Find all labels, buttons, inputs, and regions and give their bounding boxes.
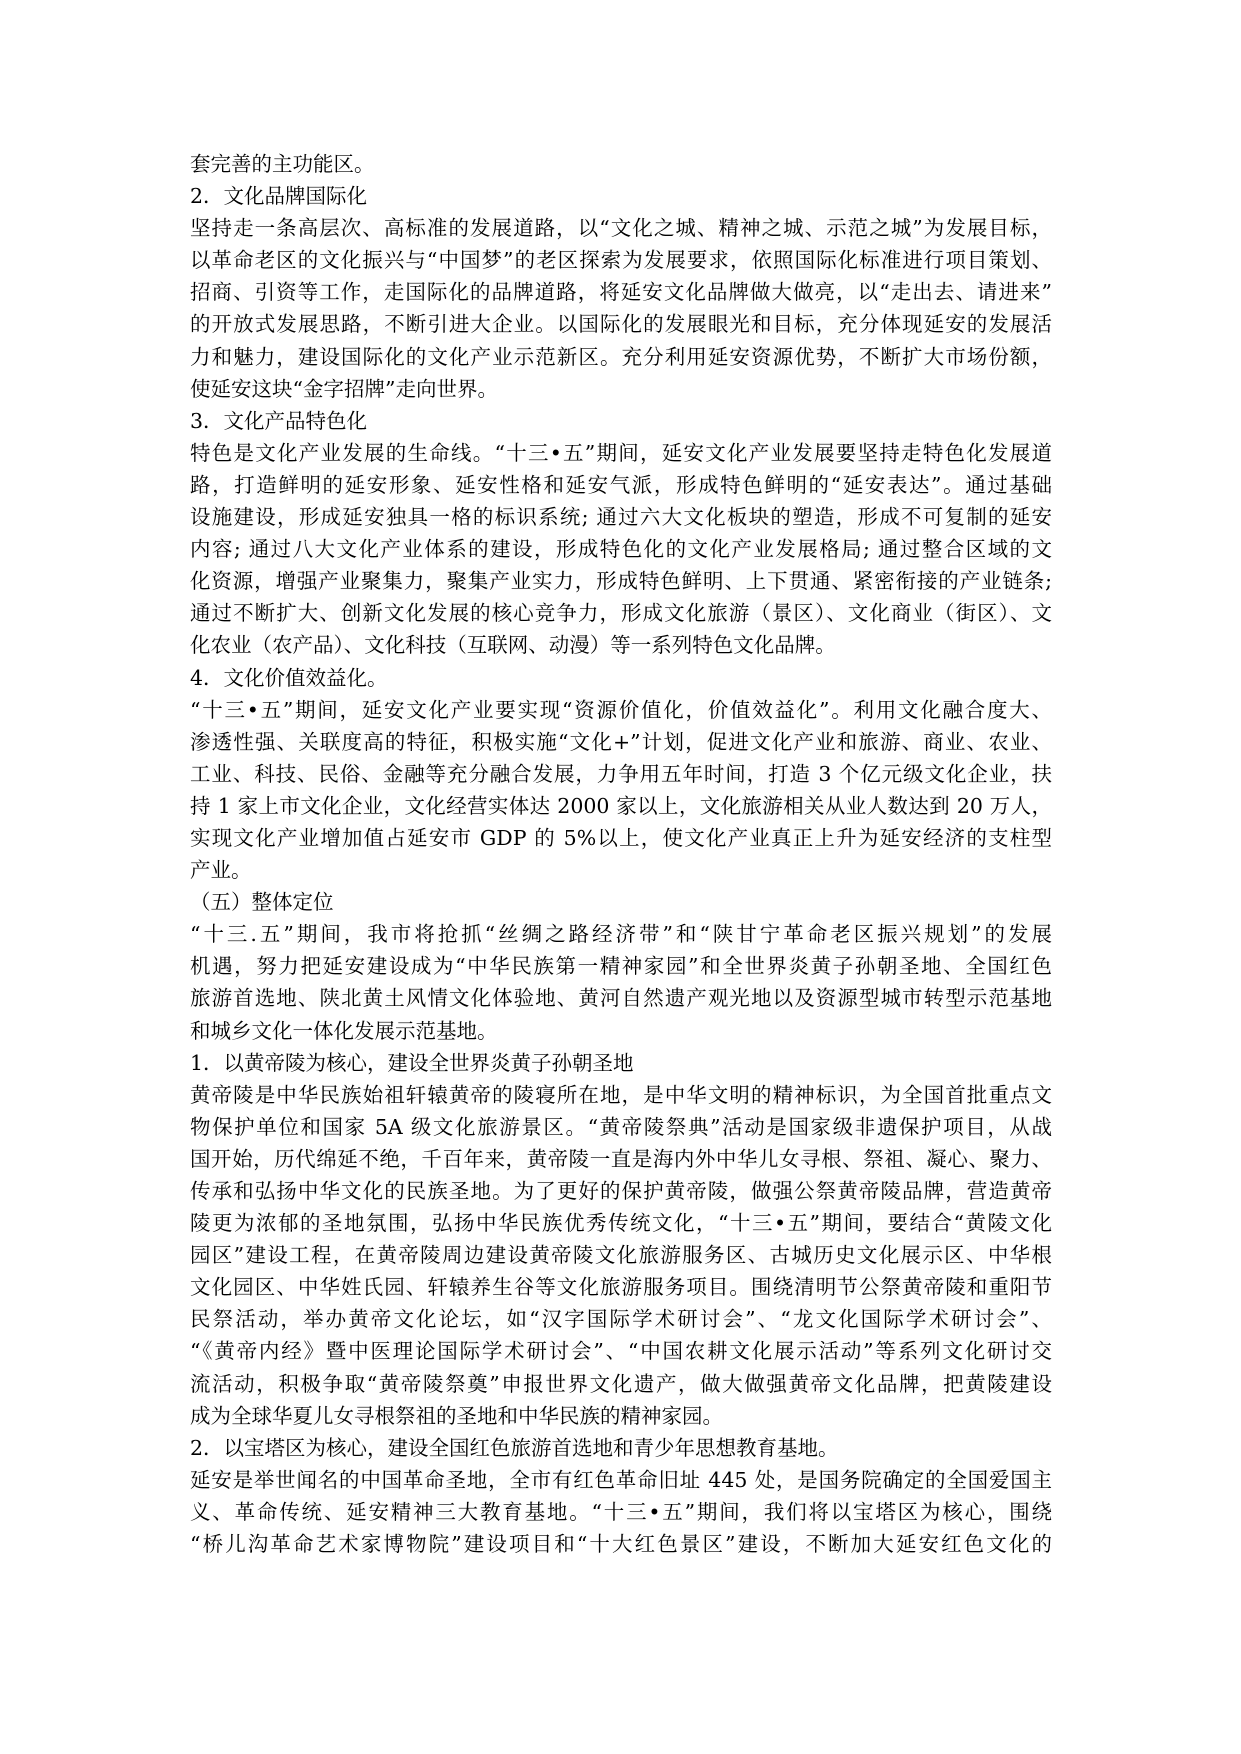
text-line: 产业。 <box>190 858 252 883</box>
text-line: 民祭活动，举办黄帝文化论坛，如“汉字国际学术研讨会”、“龙文化国际学术研讨会”、 <box>190 1307 1052 1332</box>
text-line: 旅游首选地、陕北黄土风情文化体验地、黄河自然遗产观光地以及资源型城市转型示范基地 <box>190 986 1052 1011</box>
text-line: 工业、科技、民俗、金融等充分融合发展，力争用五年时间，打造 3 个亿元级文化企业，扶 <box>190 761 1052 786</box>
text-line: 园区”建设工程，在黄帝陵周边建设黄帝陵文化旅游服务区、古城历史文化展示区、中华根 <box>190 1243 1052 1268</box>
text-line: 黄帝陵是中华民族始祖轩辕黄帝的陵寝所在地，是中华文明的精神标识，为全国首批重点文 <box>190 1082 1052 1107</box>
text-line: 流活动，积极争取“黄帝陵祭奠”申报世界文化遗产，做大做强黄帝文化品牌，把黄陵建设 <box>190 1371 1052 1396</box>
text-line: “桥儿沟革命艺术家博物院”建设项目和“十大红色景区”建设，不断加大延安红色文化的 <box>190 1532 1052 1557</box>
section-heading: （五）整体定位 <box>190 890 334 915</box>
text-line: 使延安这块“金字招牌”走向世界。 <box>190 376 498 401</box>
text-line: 力和魅力，建设国际化的文化产业示范新区。充分利用延安资源优势，不断扩大市场份额， <box>190 344 1052 369</box>
text-line: 内容; 通过八大文化产业体系的建设，形成特色化的文化产业发展格局; 通过整合区域的文 <box>190 537 1052 562</box>
text-line: 化资源，增强产业聚集力，聚集产业实力，形成特色鲜明、上下贯通、紧密衔接的产业链条; <box>190 569 1052 594</box>
section-heading: 4．文化价值效益化。 <box>190 665 388 690</box>
text-line: 渗透性强、关联度高的特征，积极实施“文化+”计划，促进文化产业和旅游、商业、农业、 <box>190 729 1052 754</box>
text-line: 机遇，努力把延安建设成为“中华民族第一精神家园”和全世界炎黄子孙朝圣地、全国红色 <box>190 954 1052 979</box>
text-line: 招商、引资等工作，走国际化的品牌道路，将延安文化品牌做大做亮，以“走出去、请进来” <box>190 280 1052 305</box>
text-line: 物保护单位和国家 5A 级文化旅游景区。“黄帝陵祭典”活动是国家级非遗保护项目，从战 <box>190 1114 1052 1139</box>
text-line: 实现文化产业增加值占延安市 GDP 的 5%以上，使文化产业真正上升为延安经济的支柱型 <box>190 825 1052 850</box>
text-line: 持 1 家上市文化企业，文化经营实体达 2000 家以上，文化旅游相关从业人数达到 20 万人， <box>190 793 1052 818</box>
text-line: 国开始，历代绵延不绝，千百年来，黄帝陵一直是海内外中华儿女寻根、祭祖、凝心、聚力、 <box>190 1146 1052 1171</box>
text-line: 套完善的主功能区。 <box>190 152 375 176</box>
text-line: 延安是举世闻名的中国革命圣地，全市有红色革命旧址 445 处，是国务院确定的全国爱国主 <box>190 1467 1052 1492</box>
text-line: “十三•五”期间，延安文化产业要实现“资源价值化，价值效益化”。利用文化融合度大、 <box>190 697 1052 722</box>
section-heading: 2．以宝塔区为核心，建设全国红色旅游首选地和青少年思想教育基地。 <box>190 1435 839 1460</box>
text-line: 设施建设，形成延安独具一格的标识系统; 通过六大文化板块的塑造，形成不可复制的延安 <box>190 505 1052 530</box>
text-line: 成为全球华夏儿女寻根祭祖的圣地和中华民族的精神家园。 <box>190 1403 723 1428</box>
text-line: 的开放式发展思路，不断引进大企业。以国际化的发展眼光和目标，充分体现延安的发展活 <box>190 312 1052 337</box>
text-line: “十三.五”期间，我市将抢抓“丝绸之路经济带”和“陕甘宁革命老区振兴规划”的发展 <box>190 922 1052 947</box>
text-line: 文化园区、中华姓氏园、轩辕养生谷等文化旅游服务项目。围绕清明节公祭黄帝陵和重阳节 <box>190 1275 1052 1300</box>
section-heading: 3．文化产品特色化 <box>190 408 368 433</box>
text-line: 路，打造鲜明的延安形象、延安性格和延安气派，形成特色鲜明的“延安表达”。通过基础 <box>190 472 1052 497</box>
text-line: 义、革命传统、延安精神三大教育基地。“十三•五”期间，我们将以宝塔区为核心，围绕 <box>190 1499 1052 1524</box>
text-line: “《黄帝内经》暨中医理论国际学术研讨会”、“中国农耕文化展示活动”等系列文化研讨交 <box>190 1339 1052 1364</box>
section-heading: 1．以黄帝陵为核心，建设全世界炎黄子孙朝圣地 <box>190 1050 634 1075</box>
text-line: 陵更为浓郁的圣地氛围，弘扬中华民族优秀传统文化，“十三•五”期间，要结合“黄陵文化 <box>190 1211 1052 1236</box>
text-line: 传承和弘扬中华文化的民族圣地。为了更好的保护黄帝陵，做强公祭黄帝陵品牌，营造黄帝 <box>190 1179 1052 1203</box>
text-line: 特色是文化产业发展的生命线。“十三•五”期间，延安文化产业发展要坚持走特色化发展道 <box>190 440 1052 465</box>
text-line: 和城乡文化一体化发展示范基地。 <box>190 1018 498 1043</box>
text-line: 化农业（农产品）、文化科技（互联网、动漫）等一系列特色文化品牌。 <box>190 633 836 658</box>
text-line: 以革命老区的文化振兴与“中国梦”的老区探索为发展要求，依照国际化标准进行项目策划、 <box>190 248 1052 273</box>
section-heading: 2．文化品牌国际化 <box>190 184 368 209</box>
document-page <box>190 148 1052 1560</box>
text-line: 通过不断扩大、创新文化发展的核心竞争力，形成文化旅游（景区）、文化商业（街区）、文 <box>190 601 1052 626</box>
text-line: 坚持走一条高层次、高标准的发展道路，以“文化之城、精神之城、示范之城”为发展目标， <box>190 216 1052 241</box>
